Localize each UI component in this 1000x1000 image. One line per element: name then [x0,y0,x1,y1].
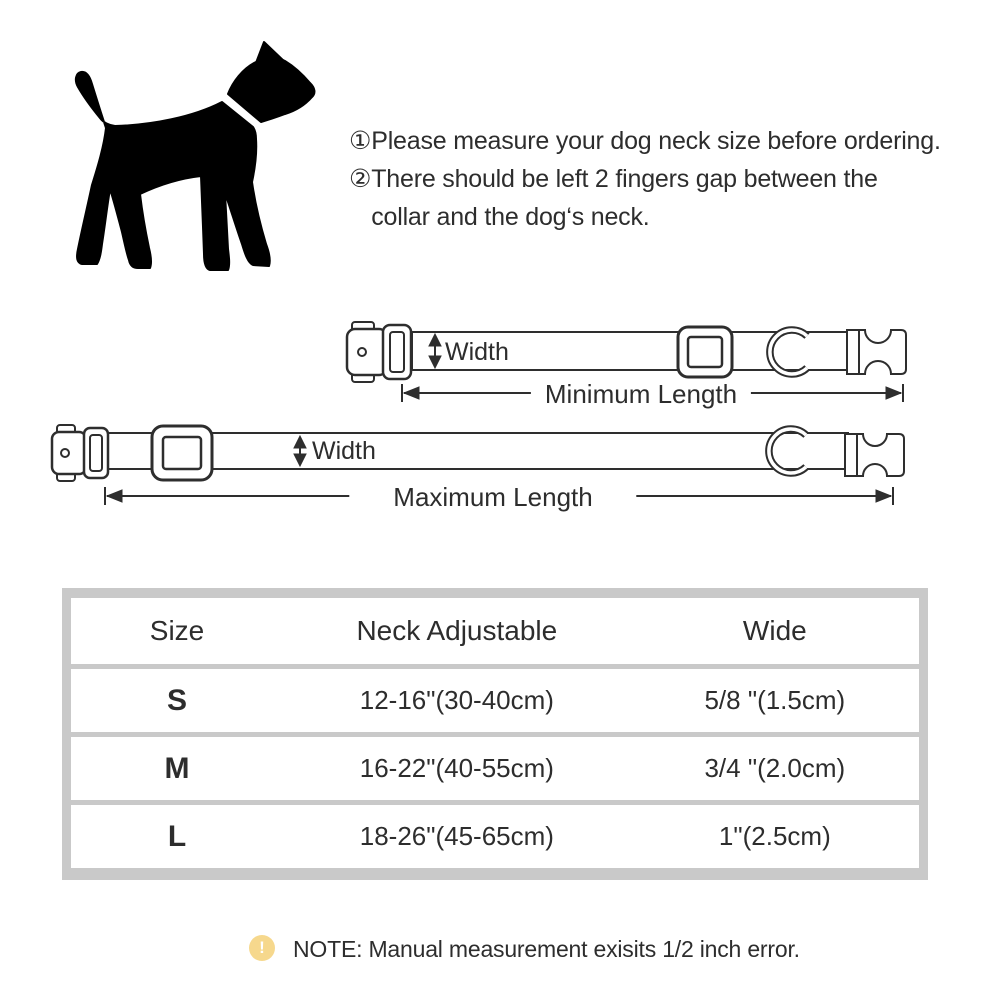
circled-2-icon: ② [349,165,372,193]
size-value: L [167,819,187,853]
instruction-2 [349,160,969,236]
exclamation-icon: ! [249,935,275,961]
strap [106,433,848,469]
table-row-l [71,805,919,868]
minimum-length-label: Minimum Length [531,379,751,409]
note-text: NOTE: Manual measurement exisits 1/2 inch error. [293,936,800,962]
table-row-s [71,669,919,732]
circled-1-icon: ① [349,127,372,155]
neck-value: 16-22"(40-55cm) [359,753,554,783]
size-value: S [166,683,187,717]
instruction-2-line1: There should be left 2 fingers gap between the [371,165,878,193]
neck-value: 12-16"(30-40cm) [359,685,554,715]
buckle-female-icon [52,425,108,481]
wide-value: 1"(2.5cm) [718,821,831,851]
instruction-2-text [371,160,877,236]
header-size: Size [149,615,205,646]
width-label-min: Width [445,338,509,366]
slider-icon [678,327,732,377]
instruction-1-text: Please measure your dog neck size before ordering. [371,127,941,155]
wide-value: 5/8 "(1.5cm) [704,685,846,715]
size-table [62,588,928,880]
table-header-row [71,598,919,664]
instructions [349,122,969,236]
header-wide: Wide [742,615,807,646]
wide-value: 3/4 "(2.0cm) [704,753,846,783]
neck-value: 18-26"(45-65cm) [359,821,554,851]
buckle-male-icon [847,330,906,374]
buckle-female-icon [347,322,411,382]
slider-icon [152,426,212,480]
instruction-2-line2: collar and the dog‘s neck. [371,203,650,231]
buckle-male-icon [845,434,904,476]
maximum-length-label: Maximum Length [349,482,636,512]
instruction-1 [349,122,969,160]
table-row-m [71,737,919,800]
width-label-max: Width [312,437,376,465]
dog-silhouette-icon [55,25,335,290]
size-value: M [164,751,190,785]
header-neck-adjustable: Neck Adjustable [356,615,558,646]
